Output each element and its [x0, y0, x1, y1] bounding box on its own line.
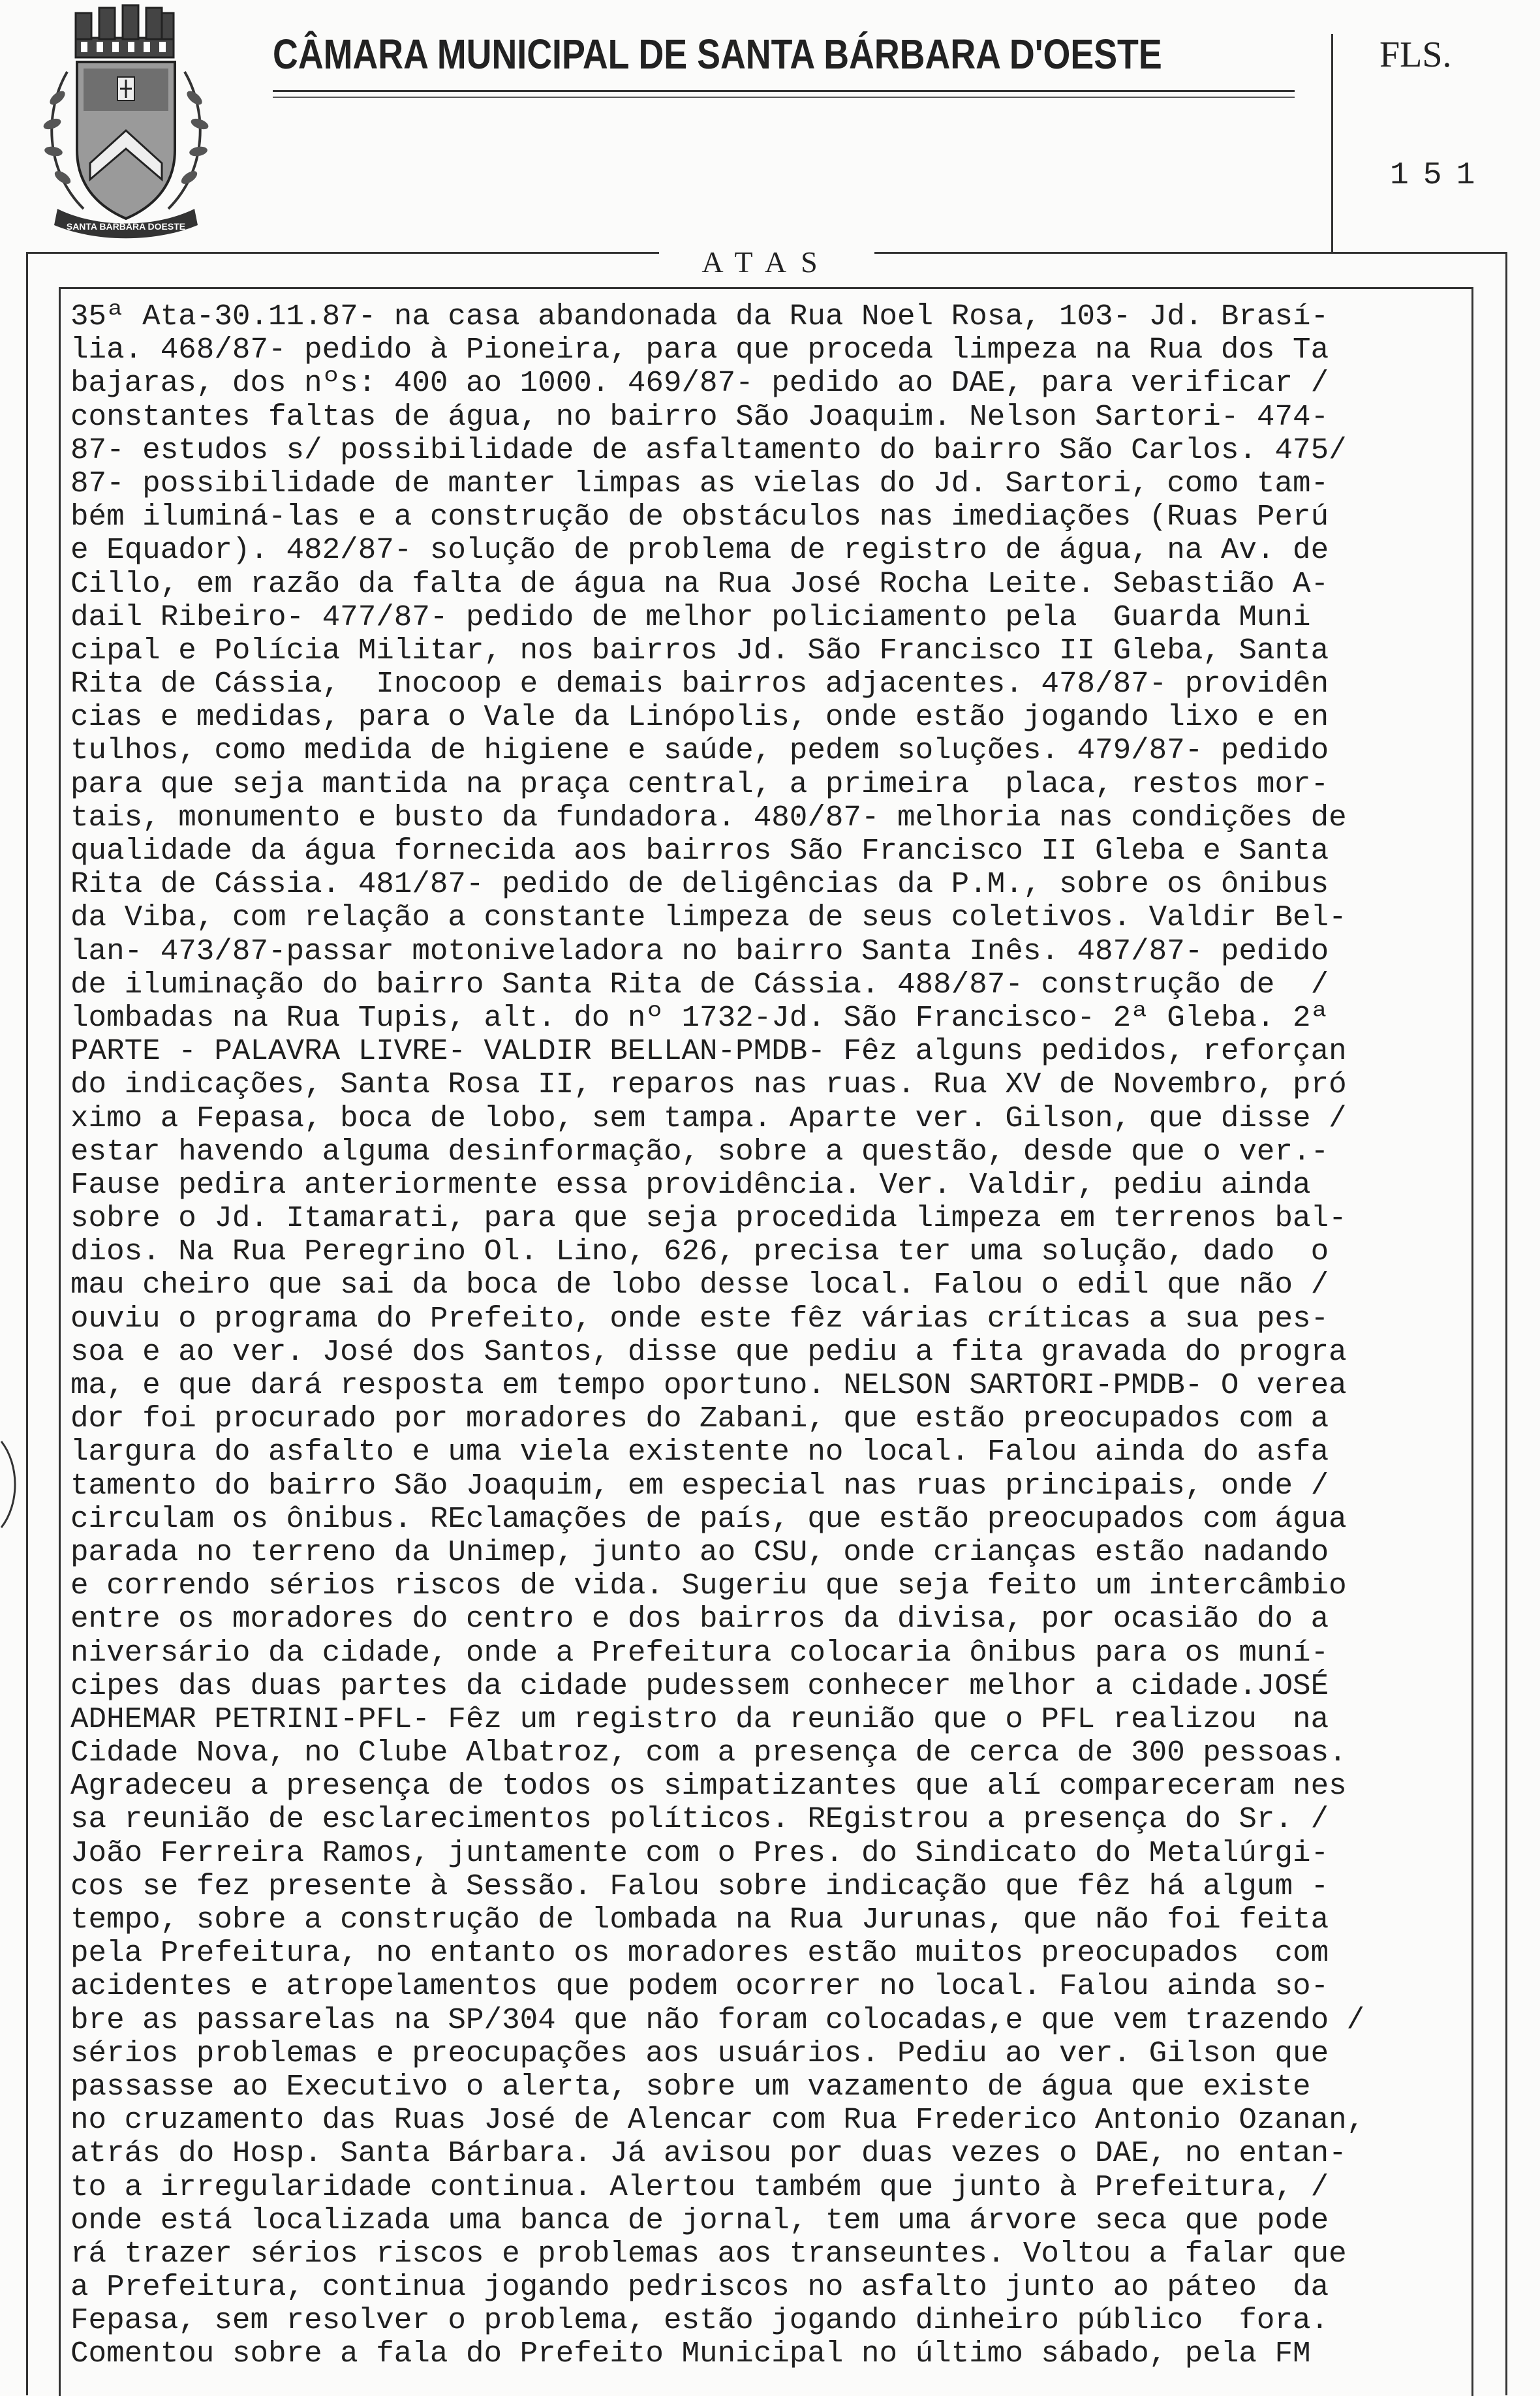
minutes-line: da Viba, com relação a constante limpeza de seus coletivos. Valdir Bel-: [70, 901, 1347, 935]
minutes-line: onde está localizada uma banca de jornal, tem uma árvore seca que pode: [70, 2204, 1329, 2237]
minutes-line: PARTE - PALAVRA LIVRE- VALDIR BELLAN-PMDB- Fêz alguns pedidos, reforçan: [70, 1035, 1347, 1069]
minutes-line: to a irregularidade continua. Alertou também que junto à Prefeitura, /: [70, 2170, 1329, 2204]
minutes-line: Fepasa, sem resolver o problema, estão jogando dinheiro público fora.: [70, 2304, 1329, 2338]
coat-of-arms-icon: [31, 0, 221, 245]
minutes-line: soa e ao ver. José dos Santos, disse que pediu a fita gravada do progra: [70, 1335, 1347, 1369]
minutes-line: ximo a Fepasa, boca de lobo, sem tampa. Aparte ver. Gilson, que disse /: [70, 1101, 1347, 1135]
minutes-line: do indicações, Santa Rosa II, reparos nas ruas. Rua XV de Novembro, pró: [70, 1068, 1347, 1102]
minutes-line: pela Prefeitura, no entanto os moradores estão muitos preocupados com: [70, 1937, 1329, 1971]
header-divider: [1331, 34, 1333, 253]
minutes-line: Agradeceu a presença de todos os simpatizantes que alí compareceram nes: [70, 1770, 1347, 1804]
minutes-line: Cillo, em razão da falta de água na Rua José Rocha Leite. Sebastião A-: [70, 567, 1329, 601]
minutes-line: de iluminação do bairro Santa Rita de Cássia. 488/87- construção de /: [70, 968, 1329, 1002]
minutes-line: tamento do bairro São Joaquim, em especial nas ruas principais, onde /: [70, 1469, 1329, 1503]
minutes-line: bajaras, dos nºs: 400 ao 1000. 469/87- pedido ao DAE, para verificar /: [70, 367, 1329, 401]
minutes-line: dios. Na Rua Peregrino Ol. Lino, 626, precisa ter uma solução, dado o: [70, 1235, 1329, 1269]
minutes-line: sa reunião de esclarecimentos políticos. REgistrou a presença do Sr. /: [70, 1803, 1329, 1837]
minutes-line: para que seja mantida na praça central, a primeira placa, restos mor-: [70, 767, 1329, 801]
minutes-line: cos se fez presente à Sessão. Falou sobre indicação que fêz há algum -: [70, 1869, 1329, 1903]
crest-motto: SANTA BARBARA DOESTE: [66, 221, 186, 232]
minutes-line: Comentou sobre a fala do Prefeito Municipal no último sábado, pela FM: [70, 2337, 1311, 2371]
minutes-line: circulam os ônibus. REclamações de país, que estão preocupados com água: [70, 1502, 1347, 1536]
section-label: ATAS: [659, 243, 874, 282]
minutes-body: [70, 300, 1508, 2371]
page-number: 151: [1390, 158, 1490, 193]
minutes-line: Rita de Cássia, Inocoop e demais bairros adjacentes. 478/87- providên: [70, 668, 1329, 701]
minutes-line: e Equador). 482/87- solução de problema de registro de água, na Av. de: [70, 534, 1329, 568]
minutes-line: 87- possibilidade de manter limpas as vielas do Jd. Sartori, como tam-: [70, 467, 1329, 500]
minutes-line: niversário da cidade, onde a Prefeitura colocaria ônibus para os muní-: [70, 1636, 1329, 1670]
minutes-line: lan- 473/87-passar motoniveladora no bairro Santa Inês. 487/87- pedido: [70, 934, 1329, 968]
minutes-line: cipal e Polícia Militar, nos bairros Jd. São Francisco II Gleba, Santa: [70, 634, 1329, 668]
minutes-line: Fause pedira anteriormente essa providência. Ver. Valdir, pediu ainda: [70, 1168, 1311, 1202]
page-title: CÂMARA MUNICIPAL DE SANTA BÁRBARA D'OESTE: [273, 31, 1162, 78]
minutes-line: bre as passarelas na SP/304 que não foram colocadas,e que vem trazendo /: [70, 2003, 1365, 2037]
minutes-line: e correndo sérios riscos de vida. Sugeriu que seja feito um intercâmbio: [70, 1569, 1347, 1603]
minutes-line: lombadas na Rua Tupis, alt. do nº 1732-Jd. São Francisco- 2ª Gleba. 2ª: [70, 1001, 1329, 1035]
minutes-line: constantes faltas de água, no bairro São Joaquim. Nelson Sartori- 474-: [70, 400, 1329, 434]
minutes-line: cias e medidas, para o Vale da Linópolis, onde estão jogando lixo e en: [70, 701, 1329, 735]
minutes-line: sérios problemas e preocupações aos usuários. Pediu ao ver. Gilson que: [70, 2036, 1329, 2070]
minutes-line: sobre o Jd. Itamarati, para que seja procedida limpeza em terrenos bal-: [70, 1202, 1347, 1236]
minutes-line: rá trazer sérios riscos e problemas aos transeuntes. Voltou a falar que: [70, 2237, 1347, 2271]
minutes-line: bém iluminá-las e a construção de obstáculos nas imediações (Ruas Perú: [70, 500, 1329, 534]
minutes-line: dail Ribeiro- 477/87- pedido de melhor policiamento pela Guarda Muni: [70, 600, 1311, 634]
minutes-line: qualidade da água fornecida aos bairros São Francisco II Gleba e Santa: [70, 835, 1329, 868]
minutes-line: dor foi procurado por moradores do Zabani, que estão preocupados com a: [70, 1402, 1329, 1436]
minutes-line: a Prefeitura, continua jogando pedriscos no asfalto junto ao páteo da: [70, 2271, 1329, 2305]
minutes-line: no cruzamento das Ruas José de Alencar com Rua Frederico Antonio Ozanan,: [70, 2104, 1365, 2138]
minutes-line: tulhos, como medida de higiene e saúde, pedem soluções. 479/87- pedido: [70, 734, 1329, 768]
minutes-line: largura do asfalto e uma viela existente no local. Falou ainda do asfa: [70, 1436, 1329, 1469]
minutes-line: João Ferreira Ramos, juntamente com o Pres. do Sindicato do Metalúrgi-: [70, 1836, 1329, 1870]
minutes-line: mau cheiro que sai da boca de lobo desse local. Falou o edil que não /: [70, 1268, 1329, 1302]
minutes-line: estar havendo alguma desinformação, sobre a questão, desde que o ver.-: [70, 1135, 1329, 1169]
minutes-line: cipes das duas partes da cidade pudessem conhecer melhor a cidade.JOSÉ: [70, 1669, 1329, 1703]
minutes-line: tempo, sobre a construção de lombada na Rua Jurunas, que não foi feita: [70, 1903, 1329, 1937]
minutes-line: Rita de Cássia. 481/87- pedido de deligências da P.M., sobre os ônibus: [70, 868, 1329, 902]
margin-bracket-icon: [0, 1439, 20, 1530]
minutes-line: ma, e que dará resposta em tempo oportuno. NELSON SARTORI-PMDB- O verea: [70, 1369, 1347, 1402]
minutes-line: 87- estudos s/ possibilidade de asfaltamento do bairro São Carlos. 475/: [70, 433, 1347, 467]
minutes-line: ouviu o programa do Prefeito, onde este fêz várias críticas a sua pes-: [70, 1302, 1329, 1336]
minutes-line: parada no terreno da Unimep, junto ao CSU, onde crianças estão nadando: [70, 1535, 1329, 1569]
minutes-line: passasse ao Executivo o alerta, sobre um vazamento de água que existe: [70, 2070, 1311, 2104]
minutes-line: atrás do Hosp. Santa Bárbara. Já avisou por duas vezes o DAE, no entan-: [70, 2137, 1347, 2171]
minutes-line: entre os moradores do centro e dos bairros da divisa, por ocasião do a: [70, 1603, 1329, 1636]
minutes-line: 35ª Ata-30.11.87- na casa abandonada da Rua Noel Rosa, 103- Jd. Brasí-: [70, 300, 1329, 333]
fls-label: FLS.: [1379, 35, 1452, 75]
crown-icon: [76, 5, 174, 57]
minutes-line: tais, monumento e busto da fundadora. 480/87- melhoria nas condições de: [70, 801, 1347, 835]
title-underline: [273, 90, 1295, 92]
minutes-line: Cidade Nova, no Clube Albatroz, com a presença de cerca de 300 pessoas.: [70, 1736, 1347, 1770]
minutes-line: acidentes e atropelamentos que podem ocorrer no local. Falou ainda so-: [70, 1970, 1329, 2004]
minutes-line: lia. 468/87- pedido à Pioneira, para que proceda limpeza na Rua dos Ta: [70, 333, 1329, 367]
title-underline-secondary: [273, 97, 1295, 98]
minutes-line: ADHEMAR PETRINI-PFL- Fêz um registro da reunião que o PFL realizou na: [70, 1702, 1329, 1736]
